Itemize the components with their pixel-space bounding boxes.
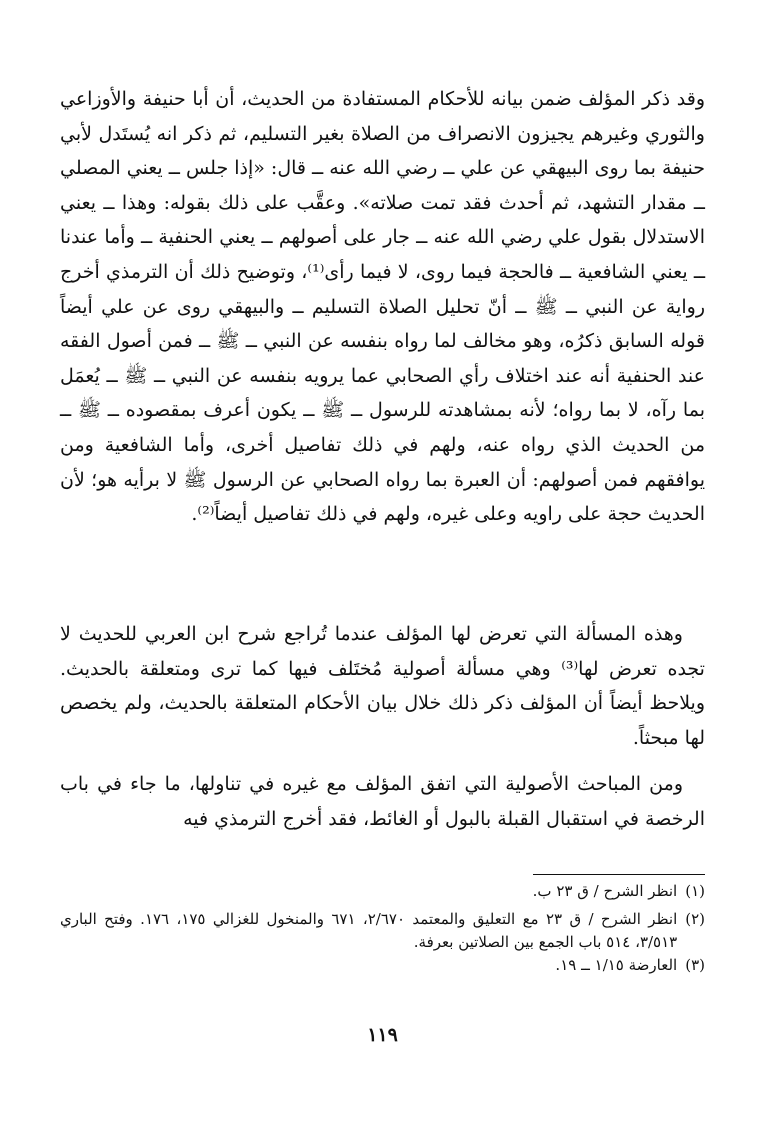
footnote-number: (٢) <box>685 910 705 928</box>
footnotes <box>60 880 705 977</box>
footnote-3 <box>60 954 705 977</box>
footnote-text: انظر الشرح / ق ٢٣ ب. <box>532 882 678 900</box>
body-paragraph-1: وقد ذكر المؤلف ضمن بيانه للأحكام المستفادة من الحديث، أن أبا حنيفة والأوزاعي والثوري وغيرهم يجيزون الانصراف من الصلاة بغير التسليم، ثم ذكر انه يُستَدل لأبي حنيفة بما روى البيهقي عن علي ــ رضي الله عنه ــ قال: «إذا جلس ــ يعني المصلي ــ مقدار التشهد، ثم أحدث فقد تمت صلاته». وعقَّب على ذلك بقوله: وهذا ــ يعني الاستدلال بقول علي رضي الله عنه ــ جار على أصولهم ــ يعني الحنفية ــ وأما عندنا ــ يعني الشافعية ــ فالحجة فيما روى، لا فيما رأى⁽¹⁾، وتوضيح ذلك أن الترمذي أخرج رواية عن النبي ــ ﷺ ــ أنّ تحليل الصلاة التسليم ــ والبيهقي روى عن علي أيضاً قوله السابق ذكرُه، وهو مخالف لما رواه بنفسه عن النبي ــ ﷺ ــ فمن أصول الفقه عند الحنفية أنه عند اختلاف رأي الصحابي عما يرويه بنفسه عن النبي ــ ﷺ ــ يُعمَل بما رآه، لا بما رواه؛ لأنه بمشاهدته للرسول ــ ﷺ ــ يكون أعرف بمقصوده ــ ﷺ ــ من الحديث الذي رواه عنه، ولهم في ذلك تفاصيل أخرى، وأما الشافعية ومن يوافقهم فمن أصولهم: أن العبرة بما رواه الصحابي عن الرسول ﷺ لا برأيه هو؛ لأن الحديث حجة على راويه وعلى غيره، ولهم في ذلك تفاصيل أيضاً⁽²⁾. <box>60 88 706 526</box>
book-page <box>60 0 705 1122</box>
body-paragraph-2: وهذه المسألة التي تعرض لها المؤلف عندما تُراجع شرح ابن العربي للحديث لا تجده تعرض لها⁽³⁾ وهي مسألة أصولية مُختَلف فيها كما ترى ومتعلقة بالحديث. ويلاحظ أيضاً أن المؤلف ذكر ذلك خلال بيان الأحكام المتعلقة بالحديث، ولم يخصص لها مبحثاً. <box>60 623 705 749</box>
page-number: ١١٩ <box>367 1024 398 1046</box>
footnote-separator <box>533 874 705 875</box>
footnote-number: (١) <box>685 882 705 900</box>
footnote-2 <box>60 908 705 954</box>
footnote-1 <box>60 880 705 903</box>
footnote-text: العارضة ١/١٥ ــ ١٩. <box>555 956 678 974</box>
body-paragraph-3: ومن المباحث الأصولية التي اتفق المؤلف مع غيره في تناولها، ما جاء في باب الرخصة في استقبال القبلة بالبول أو الغائط، فقد أخرج الترمذي فيه <box>60 773 705 830</box>
footnote-number: (٣) <box>685 956 705 974</box>
footnote-text: انظر الشرح / ق ٢٣ مع التعليق والمعتمد ٢/٦٧٠، ٦٧١ والمنخول للغزالي ١٧٥، ١٧٦. وفتح الباري ٣/٥١٣، ٥١٤ باب الجمع بين الصلاتين بعرفة. <box>60 910 678 951</box>
